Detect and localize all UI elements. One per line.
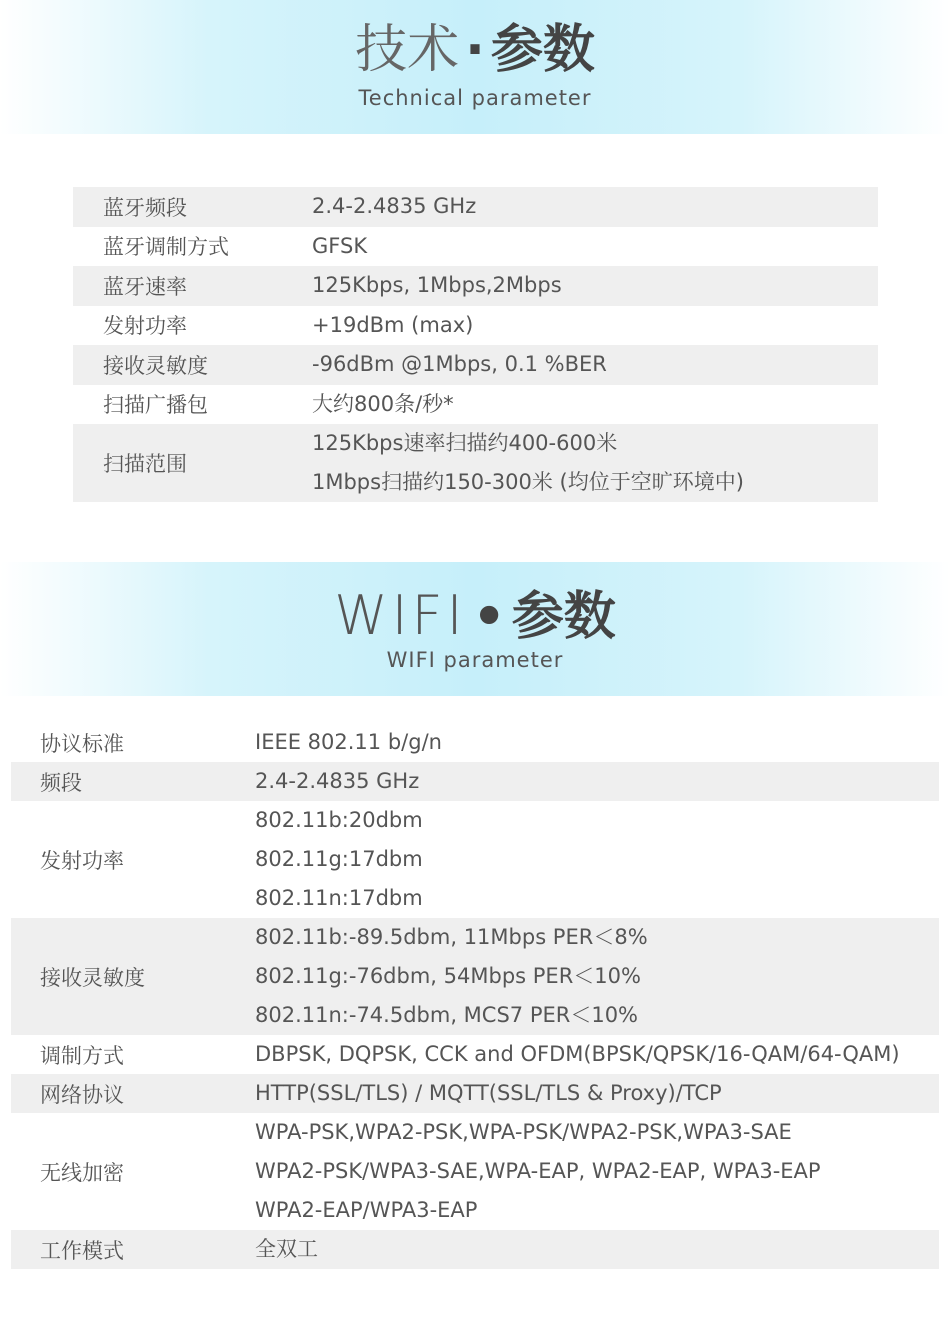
spec-value-line: 802.11n:-74.5dbm, MCS7 PER＜10% — [255, 1003, 639, 1027]
spec-label: 网络协议 — [11, 1074, 255, 1113]
technical-parameter-banner — [0, 0, 950, 134]
spec-value — [255, 1035, 939, 1074]
spec-value — [312, 187, 878, 227]
section-subtitle: Technical parameter — [358, 86, 592, 110]
spec-value-line: HTTP(SSL/TLS) / MQTT(SSL/TLS & Proxy)/TCP — [255, 1081, 722, 1105]
spec-value — [255, 762, 939, 801]
spec-value-line: 802.11n:17dbm — [255, 886, 423, 910]
spec-value — [255, 801, 939, 918]
spec-label: 调制方式 — [40, 1043, 124, 1068]
spec-value-line: 802.11b:-89.5dbm, 11Mbps PER＜8% — [255, 925, 648, 949]
spec-value-line: GFSK — [312, 233, 368, 258]
spec-value — [312, 227, 878, 267]
spec-value-line: IEEE 802.11 b/g/n — [255, 730, 442, 754]
spec-row — [73, 266, 878, 306]
wifi-parameter-banner — [0, 562, 950, 696]
spec-row — [11, 723, 939, 762]
spec-value-line: 全双工 — [255, 1237, 318, 1261]
spec-row — [11, 918, 939, 1035]
spec-row — [73, 424, 878, 502]
spec-value — [312, 424, 878, 502]
title-dot: • — [472, 587, 506, 647]
spec-row — [11, 1035, 939, 1074]
spec-label: 工作模式 — [11, 1230, 255, 1269]
wifi-parameter-table — [11, 723, 939, 1269]
spec-value — [312, 385, 878, 425]
spec-label: 无线加密 — [40, 1160, 124, 1185]
spec-value — [255, 1113, 939, 1230]
technical-parameter-table — [73, 187, 878, 502]
spec-label: 接收灵敏度 — [73, 345, 312, 385]
spec-row — [11, 1230, 939, 1269]
spec-row — [11, 762, 939, 801]
title-bold-part: 参数 — [511, 587, 616, 647]
spec-value-line: WPA-PSK,WPA2-PSK,WPA-PSK/WPA2-PSK,WPA3-SAE — [255, 1120, 792, 1144]
spec-label: 频段 — [11, 762, 255, 801]
spec-row — [11, 801, 939, 918]
spec-value — [312, 345, 878, 385]
section-title — [0, 584, 950, 649]
spec-value — [312, 266, 878, 306]
spec-label: 接收灵敏度 — [11, 918, 255, 1035]
title-light-part: 技术 — [355, 20, 460, 80]
spec-value-line: +19dBm (max) — [312, 312, 474, 337]
spec-label: 扫描范围 — [73, 424, 312, 502]
section-subtitle: WIFI parameter — [386, 648, 564, 672]
spec-value-line: WPA2-EAP/WPA3-EAP — [255, 1198, 478, 1222]
spec-value — [255, 723, 939, 762]
spec-value-line: 802.11g:17dbm — [255, 847, 423, 871]
title-bold-part: 参数 — [490, 20, 595, 80]
spec-label: 蓝牙频段 — [73, 187, 312, 227]
spec-value-line: 125Kbps, 1Mbps,2Mbps — [312, 273, 562, 298]
spec-row — [73, 345, 878, 385]
title-light-part: WIFI — [334, 584, 467, 647]
spec-row — [11, 1113, 939, 1230]
spec-row — [73, 306, 878, 346]
spec-row — [73, 187, 878, 227]
spec-label: 扫描广播包 — [103, 393, 208, 418]
spec-value-line: 125Kbps速率扫描约400-600米 — [312, 431, 618, 455]
spec-row — [73, 385, 878, 425]
spec-value — [255, 1230, 939, 1269]
spec-row — [73, 227, 878, 267]
spec-value-line: 802.11b:20dbm — [255, 808, 423, 832]
spec-value-line: 1Mbps扫描约150-300米 (均位于空旷环境中) — [312, 470, 744, 494]
spec-value-line: WPA2-PSK/WPA3-SAE,WPA-EAP, WPA2-EAP, WPA3-EAP — [255, 1159, 821, 1183]
spec-value-line: 2.4-2.4835 GHz — [255, 769, 420, 793]
spec-value — [312, 306, 878, 346]
spec-label: 蓝牙调制方式 — [103, 235, 229, 260]
title-dot: · — [465, 20, 485, 80]
spec-value-line: 2.4-2.4835 GHz — [312, 194, 477, 219]
spec-value — [255, 918, 939, 1035]
spec-value-line: DBPSK, DQPSK, CCK and OFDM(BPSK/QPSK/16-QAM/64-QAM) — [255, 1042, 900, 1066]
spec-row — [11, 1074, 939, 1113]
spec-label: 发射功率 — [40, 848, 124, 873]
spec-value — [255, 1074, 939, 1113]
spec-value-line: 大约800条/秒* — [312, 391, 454, 416]
spec-label: 发射功率 — [103, 314, 187, 339]
spec-value-line: -96dBm @1Mbps, 0.1 %BER — [312, 352, 607, 377]
spec-label: 蓝牙速率 — [73, 266, 312, 306]
spec-value-line: 802.11g:-76dbm, 54Mbps PER＜10% — [255, 964, 641, 988]
section-title — [0, 18, 950, 82]
spec-label: 协议标准 — [40, 731, 124, 756]
